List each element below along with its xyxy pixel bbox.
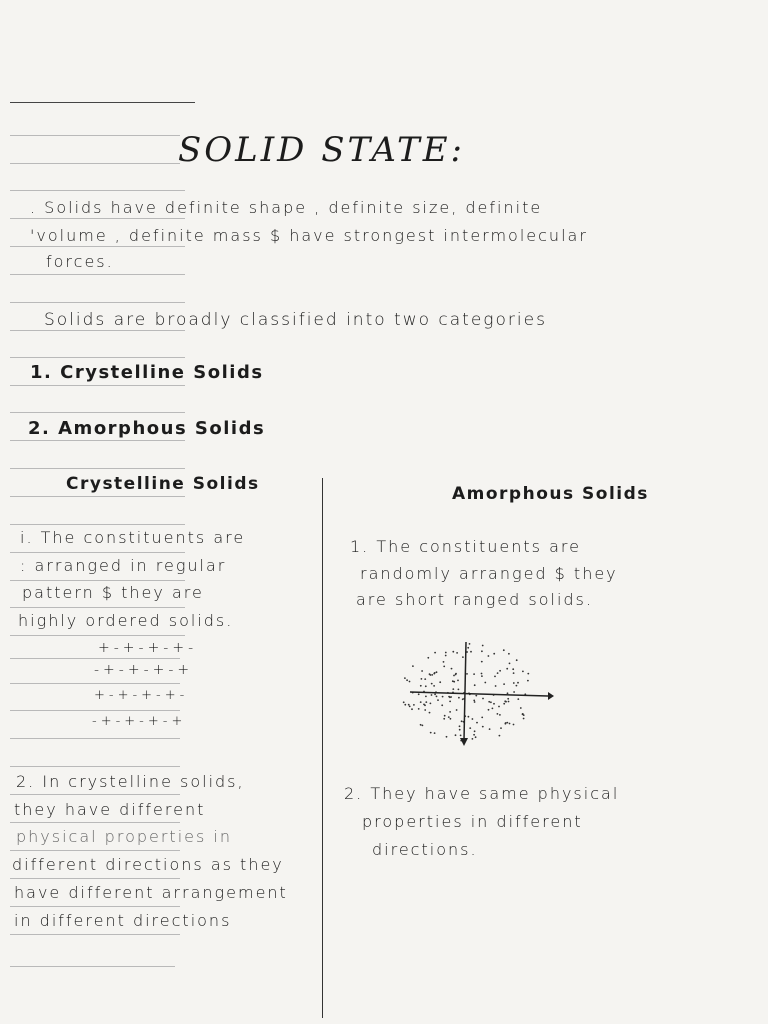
lattice-pattern-row: +-+-+-+- [98, 640, 198, 656]
particle-dot [472, 718, 474, 720]
particle-dot [430, 732, 432, 734]
particle-dot [449, 701, 451, 703]
particle-dot [441, 704, 443, 706]
particle-dot [474, 701, 476, 703]
right-point2-line: 2. They have same physical [344, 784, 620, 803]
classified-line: Solids are broadly classified into two categories [44, 310, 547, 330]
column-divider [322, 478, 323, 1018]
particle-dot [469, 643, 471, 645]
particle-dot [505, 722, 507, 724]
particle-dot [507, 692, 509, 694]
left-point2-line: they have different [14, 800, 206, 819]
particle-dot [497, 672, 499, 674]
right-point1-line: are short ranged solids. [356, 590, 593, 609]
particle-dot [412, 665, 414, 667]
particle-dot [500, 727, 502, 729]
particle-dot [488, 655, 490, 657]
particle-dot [482, 726, 484, 728]
particle-dot [442, 696, 444, 698]
particle-dot [508, 701, 510, 703]
particle-dot [457, 680, 459, 682]
ruled-line [10, 412, 185, 413]
ruled-line [10, 190, 185, 191]
ruled-line [10, 135, 180, 136]
particle-dot [506, 668, 508, 670]
ruled-line [10, 934, 180, 935]
ruled-line [10, 468, 185, 469]
particle-dot [489, 728, 491, 730]
ruled-line [10, 440, 185, 441]
particle-dot [443, 666, 445, 668]
amorphous-particle-sketch [400, 632, 560, 752]
particle-dot [467, 647, 469, 649]
particle-dot [492, 708, 494, 710]
particle-dot [481, 673, 483, 675]
particle-dot [481, 717, 483, 719]
ruled-line [10, 163, 180, 164]
particle-dot [517, 698, 519, 700]
particle-dot [481, 650, 483, 652]
particle-dot [513, 672, 515, 674]
particle-dot [455, 734, 457, 736]
particle-dot [473, 673, 475, 675]
left-point2-line: physical properties in [16, 827, 232, 846]
particle-dot [449, 696, 451, 698]
particle-dot [504, 700, 506, 702]
left-point1-line: i. The constituents are [20, 528, 246, 547]
particle-dot [476, 722, 478, 724]
particle-dot [498, 706, 500, 708]
ruled-line [10, 822, 180, 823]
particle-dot [452, 688, 454, 690]
particle-dot [452, 680, 454, 682]
particle-dot [429, 712, 431, 714]
particle-dot [409, 681, 411, 683]
particle-dot [482, 698, 484, 700]
particle-dot [493, 703, 495, 705]
ruled-line [10, 496, 185, 497]
particle-dot [452, 651, 454, 653]
particle-dot [522, 671, 524, 673]
particle-dot [446, 736, 448, 738]
intro-line-3: forces. [46, 252, 114, 271]
left-point2-line: have different arrangement [14, 883, 288, 902]
particle-dot [430, 703, 432, 705]
particle-dot [456, 652, 458, 654]
particle-dot [475, 736, 477, 738]
particle-dot [488, 701, 490, 703]
particle-dot [462, 656, 464, 658]
particle-dot [437, 699, 439, 701]
ruled-line [10, 607, 185, 608]
particle-dot [527, 680, 529, 682]
particle-dot [509, 663, 511, 665]
particle-dot [516, 659, 518, 661]
particle-dot [439, 681, 441, 683]
particle-dot [436, 671, 438, 673]
particle-dot [481, 675, 483, 677]
particle-dot [474, 730, 476, 732]
ruled-line [10, 246, 185, 247]
particle-dot [517, 682, 519, 684]
crystalline-heading: Crystelline Solids [66, 474, 260, 494]
particle-dot [427, 657, 429, 659]
ruled-line [10, 966, 175, 967]
particle-dot [421, 670, 423, 672]
left-point1-line: : arranged in regular [20, 556, 227, 575]
ruled-line [10, 766, 180, 767]
ruled-line [10, 274, 185, 275]
particle-dot [434, 694, 436, 696]
particle-dot [499, 714, 501, 716]
particle-dot [424, 709, 426, 711]
particle-dot [497, 713, 499, 715]
ruled-line [10, 580, 185, 581]
ruled-line [10, 218, 185, 219]
particle-dot [434, 652, 436, 654]
particle-dot [456, 709, 458, 711]
left-point2-line: 2. In crystelline solids, [16, 772, 245, 791]
particle-dot [503, 683, 505, 685]
ruled-line [10, 357, 185, 358]
particle-dot [445, 652, 447, 654]
particle-dot [403, 701, 405, 703]
particle-dot [429, 673, 431, 675]
particle-dot [433, 685, 435, 687]
particle-dot [488, 709, 490, 711]
particle-dot [522, 713, 524, 715]
ruled-line [10, 524, 185, 525]
particle-dot [473, 734, 475, 736]
axis-arrowhead [460, 738, 468, 746]
particle-dot [466, 673, 468, 675]
particle-dot [458, 689, 460, 691]
particle-dot [436, 696, 438, 698]
lattice-pattern-row: +-+-+-+- [94, 688, 189, 703]
particle-dot [468, 716, 470, 718]
ruled-line [10, 794, 180, 795]
right-point2-line: directions. [372, 840, 478, 859]
particle-dot [451, 668, 453, 670]
particle-dot [424, 678, 426, 680]
particle-dot [508, 653, 510, 655]
particle-dot [507, 698, 509, 700]
particle-dot [513, 691, 515, 693]
particle-dot [444, 715, 446, 717]
particle-dot [421, 678, 423, 680]
particle-dot [449, 711, 451, 713]
left-point1-line: pattern $ they are [22, 583, 204, 602]
particle-dot [431, 683, 433, 685]
particle-dot [420, 685, 422, 687]
particle-dot [420, 701, 422, 703]
right-point1-line: 1. The constituents are [350, 537, 581, 556]
particle-dot [459, 725, 461, 727]
particle-dot [434, 732, 436, 734]
ruled-line [10, 302, 185, 303]
category-amorphous: 2. Amorphous Solids [28, 418, 266, 439]
particle-dot [458, 697, 460, 699]
left-point1-line: highly ordered solids. [18, 611, 234, 630]
particle-dot [470, 651, 472, 653]
particle-dot [425, 701, 427, 703]
amorphous-heading: Amorphous Solids [452, 484, 649, 504]
particle-dot [499, 670, 501, 672]
particle-dot [459, 729, 461, 731]
axis-arrowhead [548, 692, 554, 700]
particle-dot [425, 696, 427, 698]
vertical-axis [464, 642, 466, 740]
ruled-line [10, 906, 180, 907]
ruled-line [10, 738, 180, 739]
particle-dot [499, 735, 501, 737]
lattice-pattern-row: -+-+-+-+ [94, 662, 194, 678]
particle-dot [513, 724, 515, 726]
particle-dot [506, 722, 508, 724]
left-point2-line: different directions as they [12, 855, 284, 874]
ruled-line [10, 635, 185, 636]
particle-dot [512, 668, 514, 670]
particle-dot [409, 706, 411, 708]
particle-dot [404, 677, 406, 679]
particle-dot [418, 708, 420, 710]
particle-dot [411, 708, 413, 710]
particle-dot [404, 704, 406, 706]
particle-dot [445, 655, 447, 657]
particle-dot [413, 704, 415, 706]
particle-dot [475, 695, 477, 697]
particle-dot [431, 674, 433, 676]
ruled-line [10, 330, 185, 331]
page-title: SOLID STATE: [178, 130, 465, 170]
intro-line-1: . Solids have definite shape , definite size, definite [30, 198, 543, 217]
particle-dot [503, 649, 505, 651]
ruled-line [10, 552, 185, 553]
particle-dot [513, 682, 515, 684]
particle-dot [455, 673, 457, 675]
particle-dot [448, 716, 450, 718]
ruled-line [10, 710, 180, 711]
particle-dot [509, 723, 511, 725]
ruled-line [10, 683, 180, 684]
particle-dot [527, 673, 529, 675]
particle-dot [474, 684, 476, 686]
particle-dot [443, 718, 445, 720]
intro-line-2: 'volume , definite mass $ have strongest intermolecular [30, 226, 588, 245]
particle-dot [472, 738, 474, 740]
particle-dot [450, 718, 452, 720]
right-point1-line: randomly arranged $ they [360, 564, 618, 583]
particle-dot [425, 685, 427, 687]
particle-dot [443, 661, 445, 663]
particle-dot [433, 673, 435, 675]
particle-dot [494, 676, 496, 678]
particle-dot [460, 735, 462, 737]
right-point2-line: properties in different [362, 812, 583, 831]
particle-dot [408, 704, 410, 706]
lattice-pattern-row: -+-+-+-+ [92, 714, 187, 729]
ruled-line [10, 102, 195, 103]
particle-dot [420, 724, 422, 726]
particle-dot [493, 653, 495, 655]
particle-dot [481, 661, 483, 663]
particle-dot [490, 701, 492, 703]
ruled-line [10, 658, 180, 659]
category-crystalline: 1. Crystelline Solids [30, 362, 264, 383]
ruled-line [10, 878, 180, 879]
particle-dot [523, 718, 525, 720]
particle-dot [484, 682, 486, 684]
particle-dot [461, 720, 463, 722]
particle-dot [406, 679, 408, 681]
left-point2-line: in different directions [14, 911, 232, 930]
particle-dot [418, 693, 420, 695]
particle-dot [495, 685, 497, 687]
particle-dot [462, 698, 464, 700]
particle-dot [422, 725, 424, 727]
particle-dot [469, 727, 471, 729]
particle-dot [424, 704, 426, 706]
particle-dot [503, 703, 505, 705]
particle-dot [473, 700, 475, 702]
particle-dot [520, 707, 522, 709]
particle-dot [516, 685, 518, 687]
particle-dot [453, 675, 455, 677]
ruled-line [10, 850, 180, 851]
ruled-line [10, 385, 185, 386]
particle-dot [482, 645, 484, 647]
particle-dot [431, 694, 433, 696]
